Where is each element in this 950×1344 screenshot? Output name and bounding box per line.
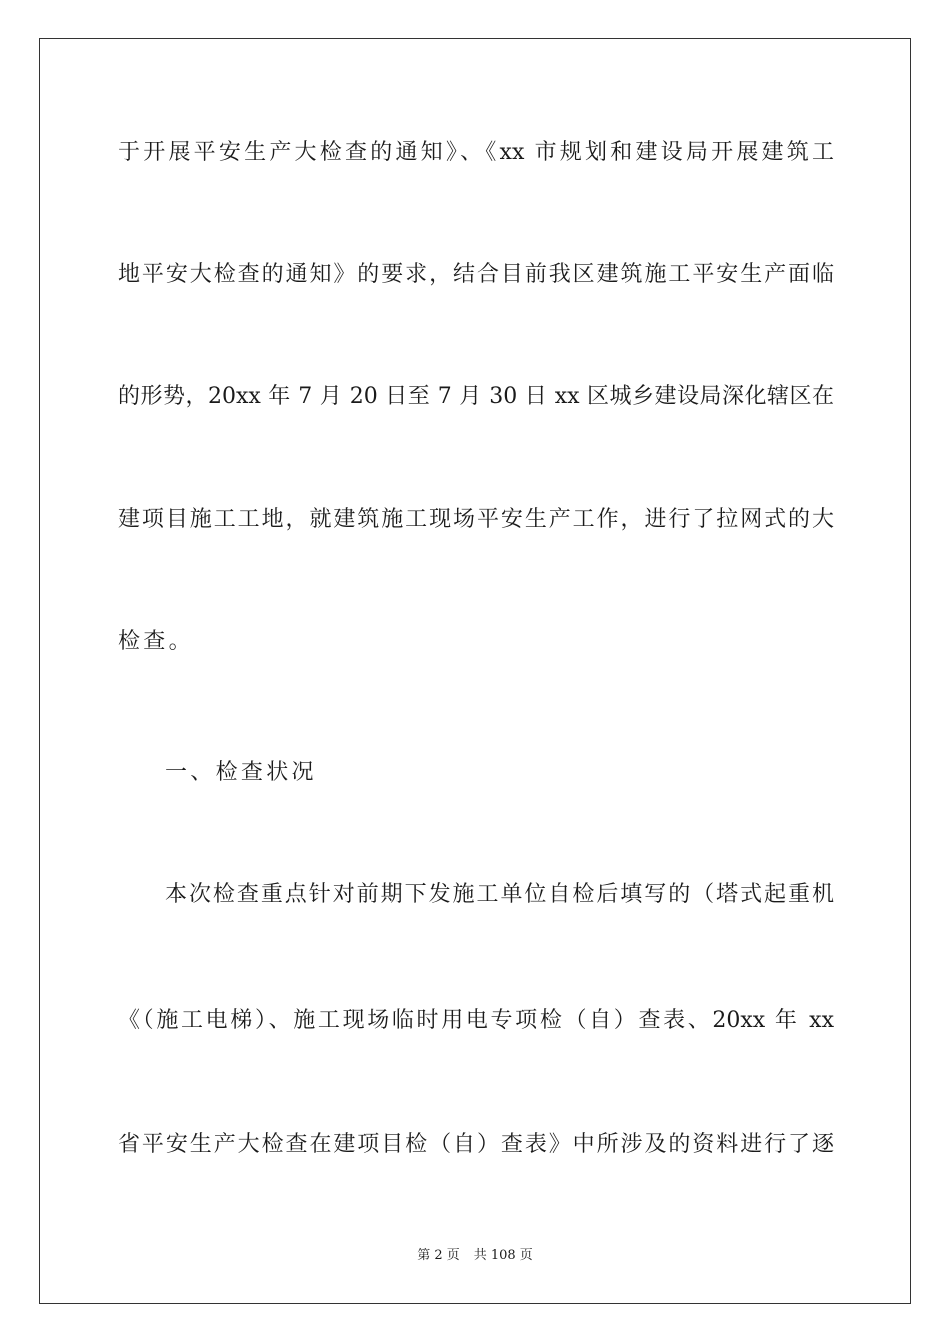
page-number: 第 2 页 (417, 1248, 460, 1263)
body-text-line: 地平安大检查的通知》的要求，结合目前我区建筑施工平安生产面临 (118, 262, 834, 287)
page-total: 共 108 页 (473, 1248, 533, 1263)
page-border (39, 38, 911, 1304)
body-text-line: 《（施工电梯）、施工现场临时用电专项检（自）查表、20xx 年 xx (118, 1008, 834, 1033)
page-footer (0, 1247, 950, 1265)
body-text-line: 本次检查重点针对前期下发施工单位自检后填写的（塔式起重机 (165, 882, 834, 907)
body-text-line: 于开展平安生产大检查的通知》、《xx 市规划和建设局开展建筑工 (118, 140, 834, 165)
body-text-line: 省平安生产大检查在建项目检（自）查表》中所涉及的资料进行了逐 (118, 1132, 834, 1157)
body-text-line: 建项目施工工地，就建筑施工现场平安生产工作，进行了拉网式的大 (118, 507, 834, 532)
body-text-line: 的形势，20xx 年 7 月 20 日至 7 月 30 日 xx 区城乡建设局深化辖区在 (118, 384, 834, 409)
body-text-line: 检查。 (118, 629, 194, 654)
section-heading: 一、检查状况 (165, 760, 317, 785)
